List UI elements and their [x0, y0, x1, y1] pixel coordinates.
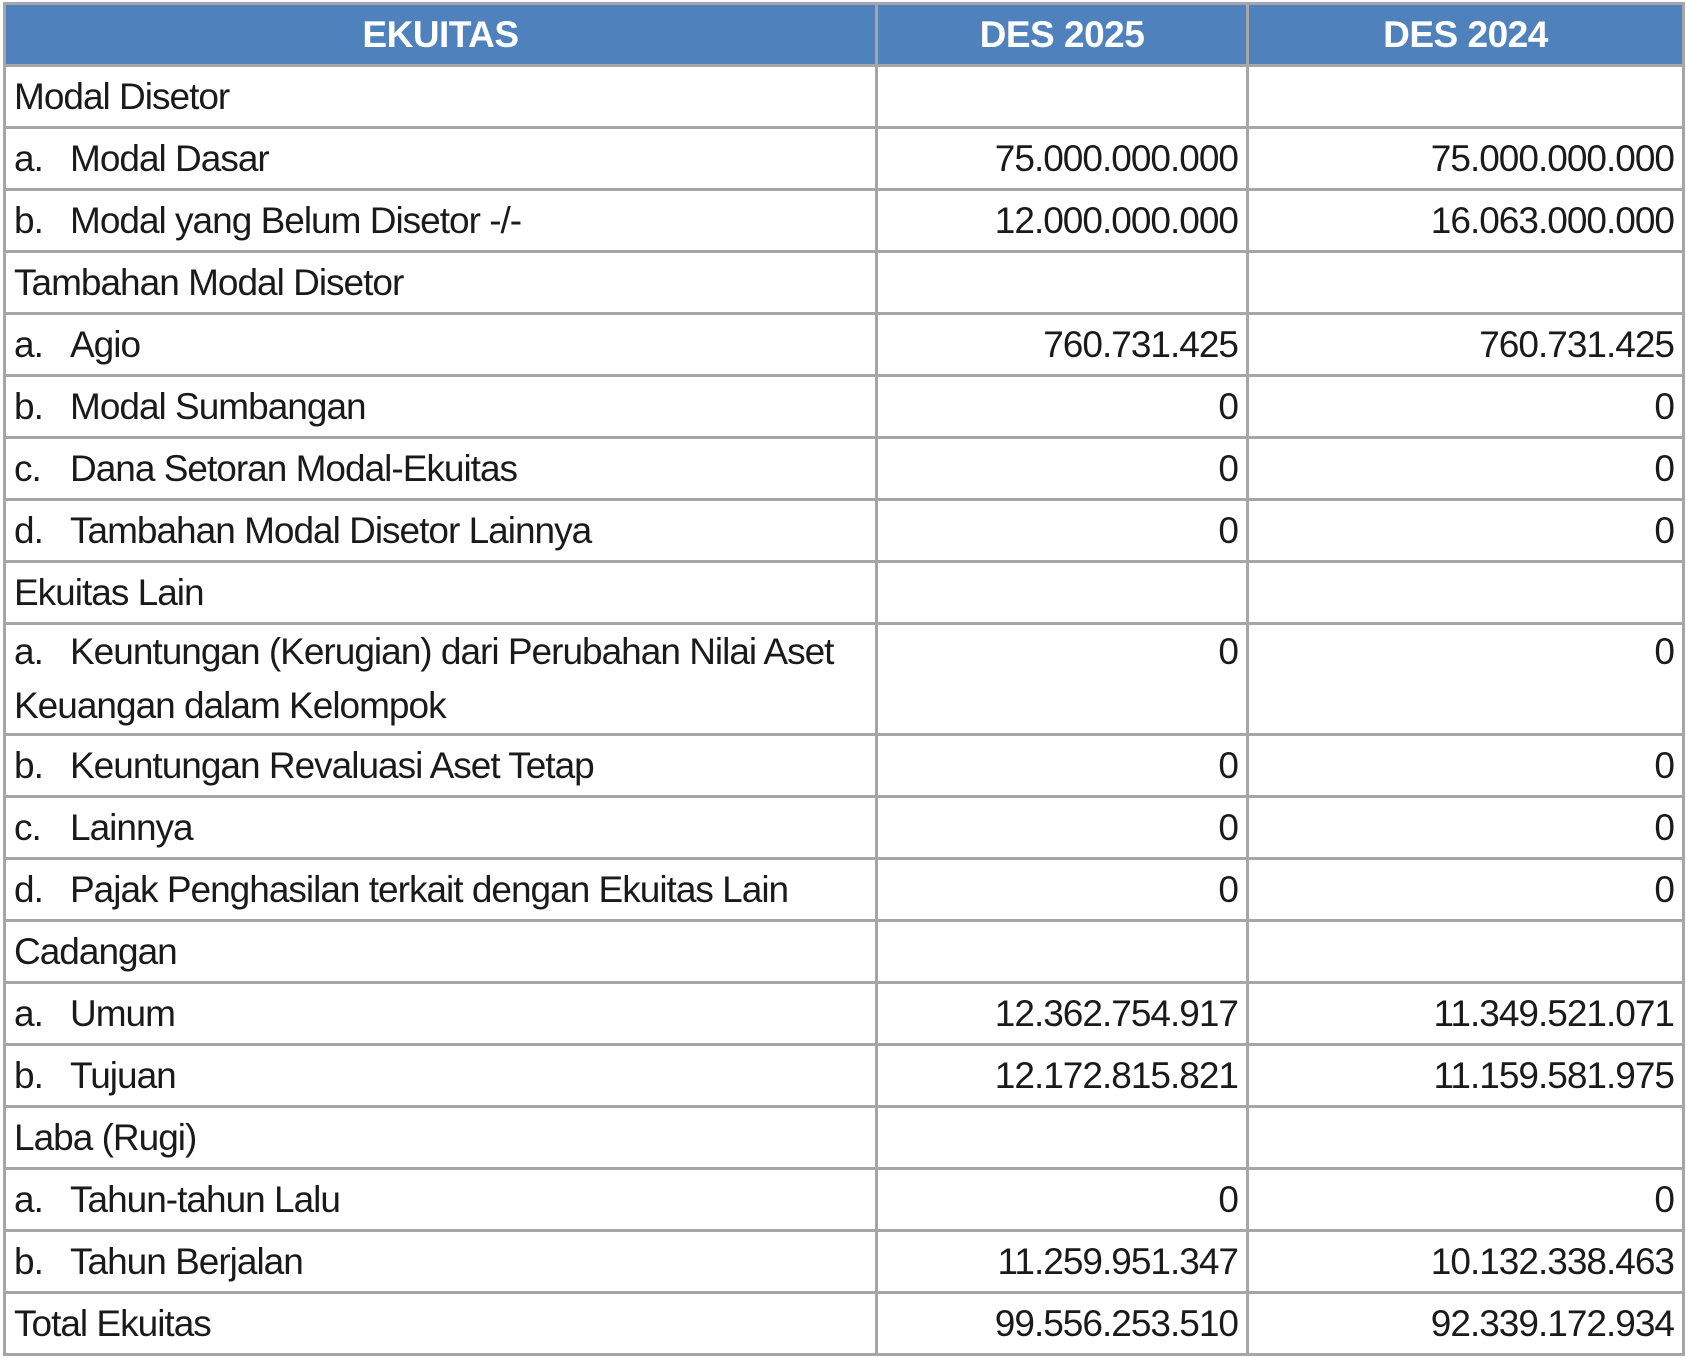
- value-des-2024: 0: [1248, 859, 1684, 921]
- row-marker: c.: [14, 447, 41, 489]
- value-des-2025: 0: [877, 500, 1248, 562]
- table-row: [5, 797, 1684, 859]
- row-label-text: Lainnya: [70, 806, 193, 848]
- row-label-text: Keuntungan Revaluasi Aset Tetap: [70, 744, 594, 786]
- table-row: [5, 562, 1684, 624]
- row-label: [5, 1293, 877, 1355]
- row-marker: a.: [14, 631, 43, 672]
- row-label: [5, 1107, 877, 1169]
- value-des-2024: 0: [1248, 438, 1684, 500]
- value-des-2025: [877, 66, 1248, 128]
- value-des-2025: 0: [877, 624, 1248, 735]
- row-label-text: Dana Setoran Modal-Ekuitas: [70, 447, 518, 489]
- row-label: [5, 1169, 877, 1231]
- value-des-2025: 0: [877, 735, 1248, 797]
- header-row: [5, 4, 1684, 66]
- row-marker: a.: [14, 992, 43, 1034]
- row-marker: d.: [14, 868, 43, 910]
- value-des-2025: 0: [877, 376, 1248, 438]
- table-row: [5, 1107, 1684, 1169]
- value-des-2024: 75.000.000.000: [1248, 128, 1684, 190]
- value-des-2024: [1248, 921, 1684, 983]
- table-row: [5, 859, 1684, 921]
- value-des-2025: [877, 252, 1248, 314]
- table-body: [5, 66, 1684, 1355]
- row-label-text: Modal Dasar: [70, 137, 269, 179]
- value-des-2025: 0: [877, 859, 1248, 921]
- table-row: [5, 1169, 1684, 1231]
- row-marker: d.: [14, 509, 43, 551]
- row-marker: b.: [14, 1240, 43, 1282]
- row-label: [5, 859, 877, 921]
- row-label-text: Tambahan Modal Disetor: [14, 261, 404, 303]
- row-label-text: Pajak Penghasilan terkait dengan Ekuitas Lain: [70, 868, 789, 910]
- table-row: [5, 376, 1684, 438]
- value-des-2024: 10.132.338.463: [1248, 1231, 1684, 1293]
- header-equity: EKUITAS: [5, 4, 877, 66]
- row-label-text: Total Ekuitas: [14, 1302, 211, 1344]
- value-des-2025: 12.362.754.917: [877, 983, 1248, 1045]
- table-row-total: [5, 1293, 1684, 1355]
- row-label: [5, 624, 877, 735]
- row-label: [5, 983, 877, 1045]
- table-row: [5, 252, 1684, 314]
- row-label-text: Modal Disetor: [14, 75, 230, 117]
- equity-table: [3, 2, 1685, 1356]
- row-label-text: Laba (Rugi): [14, 1116, 197, 1158]
- value-des-2025: 0: [877, 1169, 1248, 1231]
- value-des-2025: 0: [877, 797, 1248, 859]
- row-label-text: Umum: [70, 992, 175, 1034]
- row-label-text: Cadangan: [14, 930, 177, 972]
- table-header: [5, 4, 1684, 66]
- header-des-2024: DES 2024: [1248, 4, 1684, 66]
- row-label-text: Ekuitas Lain: [14, 571, 204, 613]
- value-des-2024: 16.063.000.000: [1248, 190, 1684, 252]
- table-row: [5, 624, 1684, 735]
- value-des-2024: 0: [1248, 376, 1684, 438]
- value-des-2025: 11.259.951.347: [877, 1231, 1248, 1293]
- row-label-text: Tambahan Modal Disetor Lainnya: [70, 509, 592, 551]
- table-row: [5, 438, 1684, 500]
- row-label: [5, 66, 877, 128]
- value-des-2025: 12.000.000.000: [877, 190, 1248, 252]
- row-label: [5, 500, 877, 562]
- table-row: [5, 735, 1684, 797]
- row-label: [5, 1045, 877, 1107]
- value-des-2025: 12.172.815.821: [877, 1045, 1248, 1107]
- row-label-text: Tujuan: [70, 1054, 176, 1096]
- row-label-text: Modal Sumbangan: [70, 385, 366, 427]
- row-marker: b.: [14, 385, 43, 427]
- table-row: [5, 1231, 1684, 1293]
- value-des-2024: 92.339.172.934: [1248, 1293, 1684, 1355]
- row-label: [5, 921, 877, 983]
- row-label-text: Modal yang Belum Disetor -/-: [70, 199, 522, 241]
- row-marker: a.: [14, 1178, 43, 1220]
- value-des-2025: [877, 1107, 1248, 1169]
- row-label: [5, 314, 877, 376]
- row-marker: a.: [14, 323, 43, 365]
- value-des-2024: [1248, 66, 1684, 128]
- value-des-2025: 760.731.425: [877, 314, 1248, 376]
- row-label: [5, 1231, 877, 1293]
- table-row: [5, 500, 1684, 562]
- row-marker: c.: [14, 806, 41, 848]
- row-label: [5, 376, 877, 438]
- value-des-2025: [877, 921, 1248, 983]
- value-des-2024: 0: [1248, 797, 1684, 859]
- value-des-2024: 11.349.521.071: [1248, 983, 1684, 1045]
- value-des-2024: 0: [1248, 735, 1684, 797]
- value-des-2025: 0: [877, 438, 1248, 500]
- row-label-text: Keuntungan (Kerugian) dari Perubahan Nilai Aset Keuangan dalam Kelompok: [14, 631, 834, 726]
- table-row: [5, 1045, 1684, 1107]
- row-label-text: Tahun Berjalan: [70, 1240, 303, 1282]
- table-row: [5, 921, 1684, 983]
- value-des-2024: 11.159.581.975: [1248, 1045, 1684, 1107]
- value-des-2024: [1248, 562, 1684, 624]
- value-des-2024: [1248, 252, 1684, 314]
- row-marker: b.: [14, 1054, 43, 1096]
- row-label-text: Agio: [70, 323, 141, 365]
- table-row: [5, 190, 1684, 252]
- row-label: [5, 190, 877, 252]
- value-des-2025: 75.000.000.000: [877, 128, 1248, 190]
- header-des-2025: DES 2025: [877, 4, 1248, 66]
- row-label: [5, 562, 877, 624]
- value-des-2024: 0: [1248, 624, 1684, 735]
- table-row: [5, 983, 1684, 1045]
- row-label: [5, 252, 877, 314]
- row-label: [5, 797, 877, 859]
- row-marker: b.: [14, 199, 43, 241]
- value-des-2024: 0: [1248, 500, 1684, 562]
- value-des-2025: [877, 562, 1248, 624]
- table-row: [5, 66, 1684, 128]
- table-row: [5, 128, 1684, 190]
- row-marker: a.: [14, 137, 43, 179]
- row-label: [5, 735, 877, 797]
- row-label-text: Tahun-tahun Lalu: [70, 1178, 340, 1220]
- value-des-2024: [1248, 1107, 1684, 1169]
- value-des-2024: 0: [1248, 1169, 1684, 1231]
- row-label: [5, 128, 877, 190]
- row-label: [5, 438, 877, 500]
- value-des-2025: 99.556.253.510: [877, 1293, 1248, 1355]
- row-marker: b.: [14, 744, 43, 786]
- value-des-2024: 760.731.425: [1248, 314, 1684, 376]
- table-row: [5, 314, 1684, 376]
